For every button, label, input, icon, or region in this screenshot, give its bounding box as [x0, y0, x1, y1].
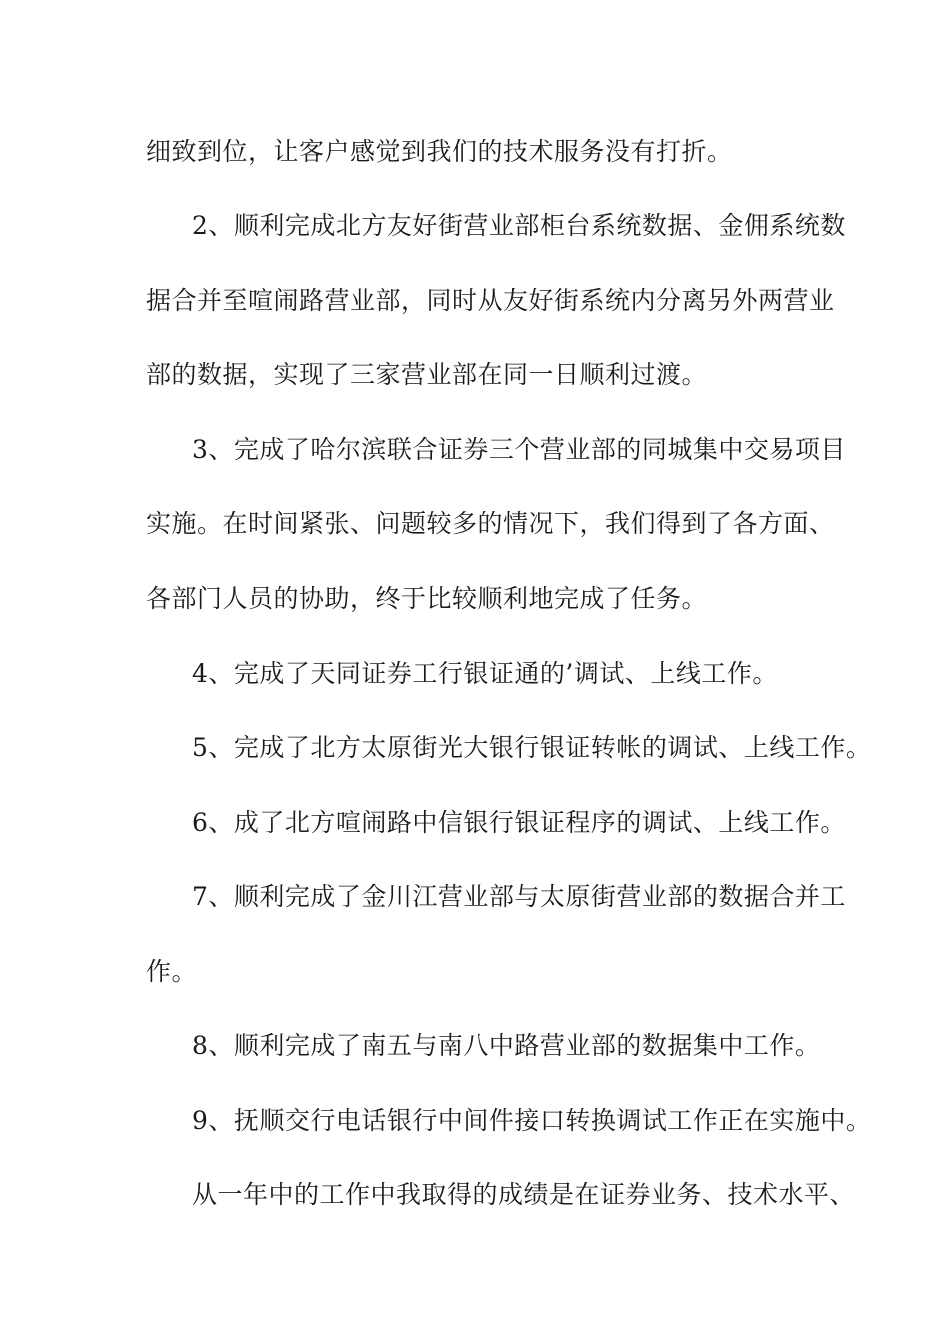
- paragraph-line: 6、成了北方喧闹路中信银行银证程序的调试、上线工作。: [192, 808, 846, 837]
- paragraph-line: 7、顺利完成了金川江营业部与太原街营业部的数据合并工: [192, 882, 846, 911]
- paragraph-line: 细致到位，让客户感觉到我们的技术服务没有打折。: [146, 137, 733, 166]
- paragraph-line: 部的数据，实现了三家营业部在同一日顺利过渡。: [146, 360, 708, 389]
- paragraph-line: 从一年中的工作中我取得的成绩是在证券业务、技术水平、: [192, 1180, 856, 1209]
- paragraph-line: 3、完成了哈尔滨联合证券三个营业部的同城集中交易项目: [192, 435, 846, 464]
- paragraph-line: 5、完成了北方太原街光大银行银证转帐的调试、上线工作。: [192, 733, 872, 762]
- paragraph-line: 实施。在时间紧张、问题较多的情况下，我们得到了各方面、: [146, 509, 835, 538]
- paragraph-line: 8、顺利完成了南五与南八中路营业部的数据集中工作。: [192, 1031, 821, 1060]
- paragraph-line: 各部门人员的协助，终于比较顺利地完成了任务。: [146, 584, 708, 613]
- paragraph-line: 4、完成了天同证券工行银证通的’调试、上线工作。: [192, 659, 778, 688]
- paragraph-line: 作。: [146, 957, 198, 986]
- paragraph-line: 2、顺利完成北方友好街营业部柜台系统数据、金佣系统数: [192, 211, 846, 240]
- paragraph-line: 9、抚顺交行电话银行中间件接口转换调试工作正在实施中。: [192, 1106, 872, 1135]
- paragraph-line: 据合并至喧闹路营业部，同时从友好街系统内分离另外两营业: [146, 286, 835, 315]
